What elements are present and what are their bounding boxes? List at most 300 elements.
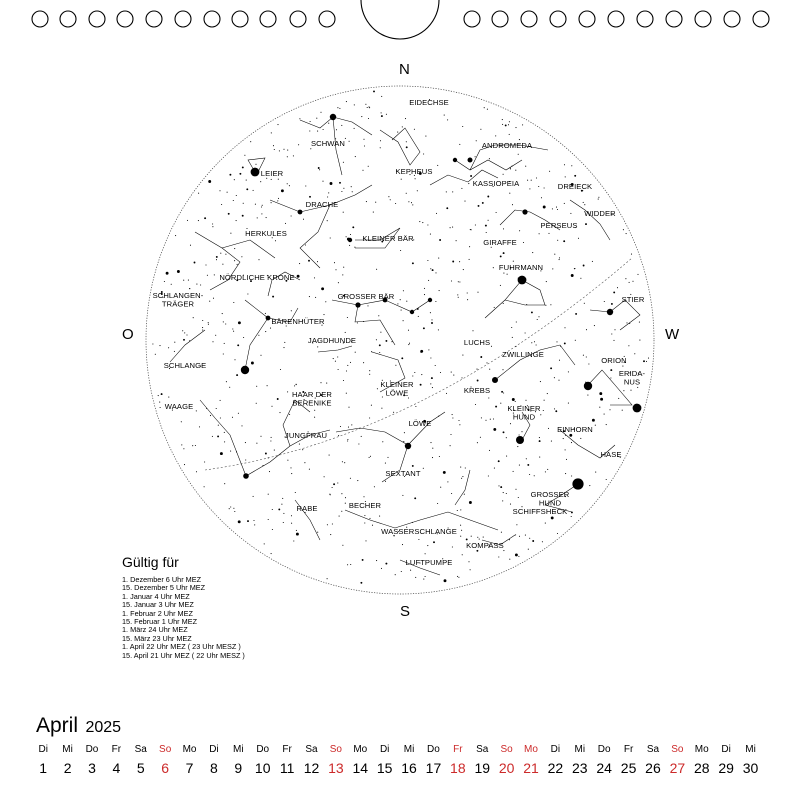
star (234, 179, 235, 180)
star (452, 261, 454, 263)
star (469, 501, 472, 504)
star (498, 460, 500, 462)
constellation-label (464, 338, 490, 347)
star (272, 509, 273, 510)
star (275, 240, 276, 241)
weekday-label: Sa (305, 744, 318, 755)
star (604, 301, 605, 302)
star (420, 384, 422, 386)
weekday-label: So (500, 744, 513, 755)
bright-star (633, 404, 642, 413)
star (281, 189, 284, 192)
constellation-label-line: RABE (296, 504, 318, 513)
star (503, 431, 505, 433)
day-number: 16 (401, 760, 417, 776)
star (477, 292, 478, 293)
star (242, 166, 244, 168)
bright-star (410, 310, 414, 314)
constellation-label-line: WASSERSCHLANGE (381, 527, 457, 536)
star (618, 398, 619, 399)
star (580, 438, 581, 439)
star (355, 156, 356, 157)
star (623, 390, 624, 391)
star (401, 179, 402, 180)
star (422, 222, 423, 223)
star (586, 329, 587, 330)
star (554, 377, 555, 378)
star (241, 256, 242, 257)
star (164, 281, 165, 282)
star (318, 167, 320, 169)
star (184, 332, 185, 333)
star (324, 476, 325, 477)
star (450, 445, 451, 446)
star (369, 370, 370, 371)
star (521, 431, 522, 432)
star (512, 204, 513, 205)
star (415, 577, 416, 578)
star (358, 443, 359, 444)
star (271, 132, 272, 133)
star (202, 320, 203, 321)
star (599, 392, 602, 395)
star (428, 280, 429, 281)
star (256, 443, 257, 444)
star (456, 240, 457, 241)
star (606, 479, 607, 480)
compass-west-label: W (665, 326, 680, 343)
star (183, 339, 185, 341)
star (361, 436, 362, 437)
star (233, 200, 234, 201)
star (412, 262, 414, 264)
star (283, 513, 284, 514)
star (476, 369, 477, 370)
constellation-label-line: KEPHEUS (395, 167, 433, 176)
star (343, 267, 344, 268)
star (430, 442, 431, 443)
star (526, 458, 527, 459)
day-number: 6 (161, 760, 170, 776)
star (171, 284, 172, 285)
day-number: 7 (185, 760, 194, 776)
star (337, 107, 338, 108)
star (458, 297, 459, 298)
star (502, 369, 503, 370)
star (532, 540, 534, 542)
constellation-figure (318, 346, 352, 352)
constellation-label-line: ERIDA- (618, 369, 646, 378)
star (432, 269, 434, 271)
star (283, 522, 284, 523)
star (348, 407, 349, 408)
constellation-label-line: WAAGE (164, 402, 194, 411)
constellation-label (502, 350, 544, 359)
star (550, 367, 552, 369)
constellation-label (385, 469, 420, 478)
star (525, 166, 526, 167)
star (372, 525, 373, 526)
star (368, 118, 369, 119)
star (368, 166, 369, 167)
star (484, 107, 485, 108)
star (583, 202, 584, 203)
star (253, 496, 254, 497)
validity-box (122, 554, 245, 660)
bright-star (522, 209, 527, 214)
weekday-label: Do (85, 744, 99, 755)
star (460, 525, 461, 526)
compass-south-label: S (400, 603, 411, 620)
star (158, 395, 159, 396)
constellation-label-line: LUCHS (463, 338, 491, 347)
star (256, 403, 257, 404)
star (518, 154, 519, 155)
star (232, 328, 233, 329)
constellation-label-line: BECHER (348, 501, 382, 510)
star (374, 486, 375, 487)
star (488, 220, 489, 221)
star (417, 190, 418, 191)
star (584, 204, 585, 205)
star (578, 238, 579, 239)
constellation-label-line: FUHRMANN (498, 263, 544, 272)
star (494, 307, 495, 308)
star (495, 135, 496, 136)
star (536, 344, 537, 345)
star (537, 319, 538, 320)
star (273, 145, 274, 146)
constellation-label-line: KOMPASS (466, 541, 504, 550)
constellation-label-line: PERSEUS (540, 221, 578, 230)
star (200, 284, 201, 285)
star (337, 482, 338, 483)
star (568, 371, 569, 372)
star (487, 109, 488, 110)
star (600, 398, 603, 401)
star (540, 381, 541, 382)
star (244, 155, 245, 156)
star (565, 176, 566, 177)
star (309, 196, 311, 198)
day-number: 23 (572, 760, 588, 776)
star (234, 260, 235, 261)
star (272, 529, 273, 530)
star (362, 170, 363, 171)
constellation-label-line: GIRAFFE (483, 238, 517, 247)
star (571, 516, 572, 517)
star (296, 530, 297, 531)
star (604, 414, 605, 415)
star (381, 408, 382, 409)
star (539, 457, 540, 458)
star (241, 425, 242, 426)
star (415, 178, 416, 179)
star (365, 540, 366, 541)
star (397, 303, 398, 304)
constellation-label (466, 541, 504, 550)
validity-heading: Gültig für (122, 554, 179, 570)
star (341, 191, 342, 192)
star (571, 165, 572, 166)
star (528, 549, 529, 550)
star (346, 101, 347, 102)
star (430, 234, 431, 235)
weekday-label: So (159, 744, 172, 755)
star (174, 351, 175, 352)
star (557, 533, 558, 534)
constellation-label-line: HASE (600, 450, 622, 459)
star (556, 207, 557, 208)
star (502, 119, 503, 120)
constellation-figure (300, 205, 330, 268)
star (510, 423, 511, 424)
star (342, 461, 343, 462)
month-year: 2025 (85, 719, 122, 736)
star (420, 350, 423, 353)
star (277, 200, 278, 201)
star (319, 169, 320, 170)
star (342, 274, 343, 275)
star (199, 426, 200, 427)
star (278, 508, 280, 510)
star (491, 346, 492, 347)
constellation-label-line: SEXTANT (385, 469, 421, 478)
star (460, 536, 461, 537)
star (509, 193, 510, 194)
constellation-label (507, 404, 541, 422)
star (253, 520, 254, 521)
star (260, 436, 261, 437)
validity-entry: 15. Dezember 5 Uhr MEZ (122, 583, 206, 593)
star (418, 316, 419, 317)
star (369, 457, 370, 458)
star (155, 354, 156, 355)
star (403, 290, 404, 291)
constellation-label (584, 209, 616, 218)
star (302, 449, 303, 450)
star (291, 310, 292, 311)
star (479, 539, 480, 540)
star (328, 192, 329, 193)
star (280, 369, 281, 370)
constellation-label (362, 234, 414, 243)
star (558, 380, 559, 381)
star (196, 471, 197, 472)
star (268, 457, 269, 458)
star (402, 495, 403, 496)
constellation-label-line: SCHLANGEN- (152, 291, 204, 300)
star (299, 263, 300, 264)
constellation-label-line: NÖRDLICHE KRONE (219, 273, 295, 282)
star (236, 374, 238, 376)
star (459, 424, 460, 425)
star (508, 124, 509, 125)
day-number: 4 (112, 760, 121, 776)
star (320, 112, 321, 113)
star (452, 417, 453, 418)
constellation-label-line: KLEINER (380, 380, 414, 389)
star (475, 224, 476, 225)
star (366, 201, 367, 202)
star (592, 261, 593, 262)
star (571, 475, 572, 476)
weekday-label: Mi (574, 744, 586, 755)
star (279, 412, 280, 413)
star (323, 129, 324, 130)
constellation-figure (245, 318, 268, 370)
star (450, 227, 451, 228)
star (188, 280, 189, 281)
star (255, 204, 256, 205)
star (338, 369, 339, 370)
star (430, 383, 431, 384)
star (547, 393, 548, 394)
star (430, 357, 431, 358)
star (277, 398, 279, 400)
star (427, 545, 428, 546)
star (496, 212, 497, 213)
constellation-label (473, 179, 520, 188)
star (284, 342, 285, 343)
star (423, 153, 424, 154)
star (223, 353, 224, 354)
star (486, 232, 487, 233)
star (187, 220, 188, 221)
star (575, 340, 576, 341)
star (271, 202, 272, 203)
star (293, 155, 294, 156)
constellation-label (406, 558, 453, 567)
star (480, 129, 481, 130)
star (459, 261, 460, 262)
star (212, 436, 213, 437)
star (393, 412, 394, 413)
star (583, 355, 584, 356)
star (196, 284, 197, 285)
star (405, 118, 406, 119)
star (183, 448, 184, 449)
star (510, 168, 511, 169)
star (477, 442, 478, 443)
star (485, 225, 487, 227)
star (291, 473, 292, 474)
star (198, 193, 199, 194)
constellation-label (245, 229, 287, 238)
star (216, 256, 218, 258)
star (268, 494, 269, 495)
star (212, 226, 213, 227)
star (243, 337, 244, 338)
star (350, 564, 351, 565)
weekday-label: Sa (476, 744, 489, 755)
constellation-label-line: DREIECK (557, 182, 593, 191)
star (628, 345, 629, 346)
star (614, 329, 615, 330)
star (314, 277, 315, 278)
star (548, 233, 549, 234)
star (439, 456, 440, 457)
star (391, 341, 392, 342)
star (447, 481, 448, 482)
star (256, 386, 257, 387)
star (421, 374, 422, 375)
star (232, 417, 233, 418)
constellation-figure (336, 412, 445, 445)
weekday-label: So (671, 744, 684, 755)
day-number: 10 (254, 760, 271, 776)
constellation-label-line: TRÄGER (161, 299, 195, 309)
star (509, 559, 510, 560)
bright-star (266, 316, 271, 321)
star (345, 503, 346, 504)
star (215, 335, 216, 336)
star (543, 206, 546, 209)
star (516, 321, 517, 322)
star (207, 275, 208, 276)
star (395, 203, 396, 204)
weekday-label: Fr (453, 744, 463, 755)
validity-list (122, 576, 245, 660)
star (519, 434, 520, 435)
constellation-figure (380, 128, 420, 165)
star (330, 494, 331, 495)
star (317, 532, 318, 533)
star (204, 461, 205, 462)
constellation-label (464, 386, 490, 395)
star (551, 441, 552, 442)
star (380, 140, 381, 141)
star (595, 472, 596, 473)
weekday-label: So (329, 744, 342, 755)
star (548, 428, 549, 429)
star (439, 239, 441, 241)
star (387, 457, 388, 458)
star (470, 569, 471, 570)
constellation-figure (455, 160, 522, 170)
validity-entry: 1. Januar 4 Uhr MEZ (122, 591, 190, 601)
star (354, 247, 355, 248)
star (580, 278, 581, 279)
star (648, 358, 649, 359)
star (338, 435, 339, 436)
star (410, 570, 411, 571)
star (475, 404, 476, 405)
star (401, 310, 402, 311)
star (287, 391, 288, 392)
star (506, 456, 507, 457)
star (503, 303, 504, 304)
star (242, 215, 244, 217)
star (471, 229, 472, 230)
star (501, 532, 502, 533)
star (344, 462, 345, 463)
star (529, 188, 530, 189)
star (486, 362, 487, 363)
star (487, 196, 489, 198)
star (271, 179, 272, 180)
star (381, 568, 382, 569)
star (587, 395, 588, 396)
star (472, 330, 473, 331)
star (500, 403, 501, 404)
star (350, 234, 351, 235)
star (250, 141, 251, 142)
star (451, 280, 452, 281)
star (198, 220, 199, 221)
star (480, 357, 481, 358)
star (327, 524, 328, 525)
